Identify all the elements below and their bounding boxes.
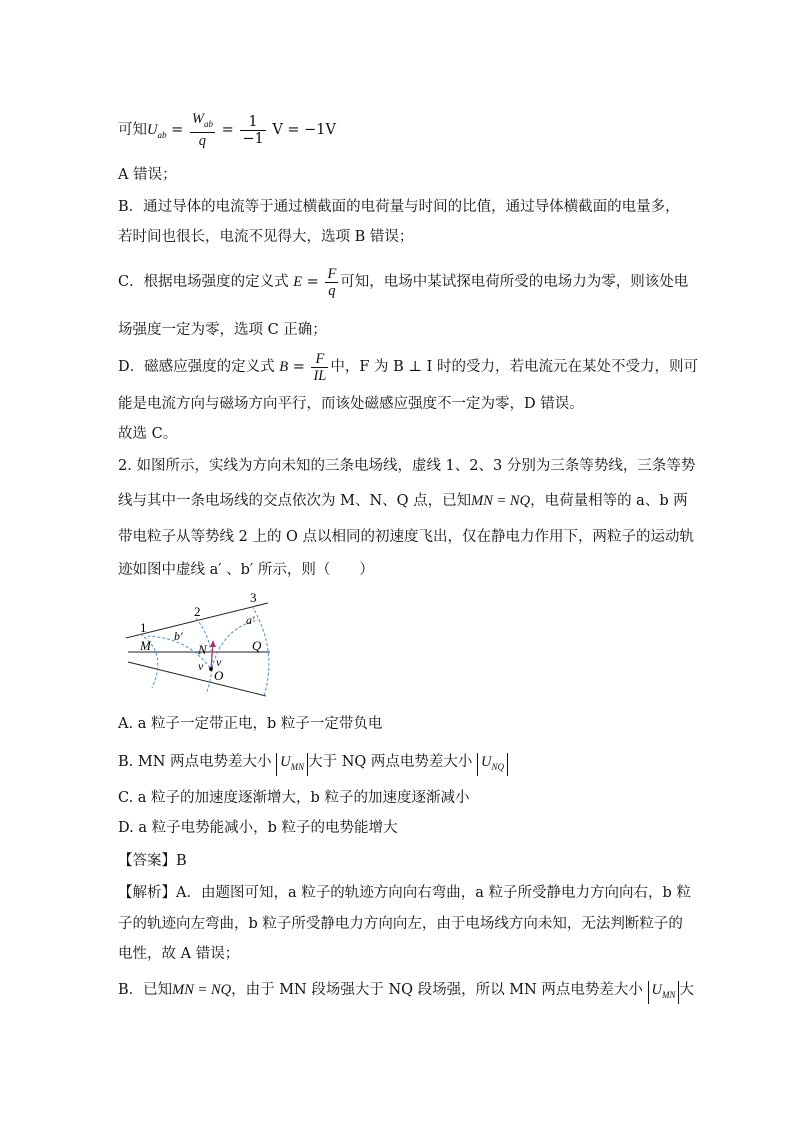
field-line-bottom [128,662,266,696]
analysis-line-3: 电性，故 A 错误； [118,946,240,962]
label-b-prime: b′ [174,629,183,643]
analysis-line4-post: 大 [679,982,694,998]
c-explain-line-2: 场强度一定为零，选项 C 正确； [118,322,327,338]
abs-U-MN [276,753,308,776]
question-line-1: 2. 如图所示，实线为方向未知的三条电场线，虚线 1、2、3 分别为三条等势线，三条等势 [118,458,696,474]
d-line1-pre: D．磁感应强度的定义式 [118,359,275,375]
formula-result: V = −1V [272,122,336,138]
question-line-2 [118,491,688,511]
label-v-left: v [198,659,204,673]
option-b-U2-sub: NQ [491,761,505,772]
answer-line: 【答案】B [118,853,187,869]
analysis-line-1: 【解析】A．由题图可知，a 粒子的轨迹方向向右弯曲，a 粒子所受静电力方向向右，b 粒 [118,885,691,901]
option-c: C. a 粒子的加速度逐渐增大，b 粒子的加速度逐渐减小 [118,790,470,806]
question-line-3: 带电粒子从等势线 2 上的 O 点以相同的初速度飞出，仅在静电力作用下，两粒子的运动轨 [118,529,695,545]
question-line2-post: ，电荷量相等的 a、b 两 [530,493,688,509]
option-b-mid: 大于 NQ 两点电势差大小 [308,754,473,770]
label-3: 3 [250,590,257,605]
label-2: 2 [194,604,201,619]
label-1: 1 [140,620,147,635]
option-b-U1: U [280,754,291,770]
field-lines-figure [118,588,278,700]
field-lines-diagram [118,588,278,700]
c-line1-pre: C．根据电场强度的定义式 [118,274,289,290]
option-a: A. a 粒子一定带正电，b 粒子一定带负电 [118,716,383,732]
c-explain-line-1: C．根据电场强度的定义式 E = $\frac{F}{q}$ 可知，电场中某试探电荷所受的电场力为零，则该处电 [118,265,689,299]
formula-U-sub: ab [157,129,167,140]
formula-minus-one: −1 [242,130,264,147]
c-line1-post: 可知，电场中某试探电荷所受的电场力为零，则该处电 [340,274,689,290]
formula-one: 1 [240,114,265,131]
c-formula-F: F [327,265,337,282]
formula-W-sub: ab [203,118,213,129]
formula-q: q [198,132,207,149]
label-O: O [214,668,224,683]
fraction-F-over-IL [311,351,328,384]
formula-U: U [147,122,158,138]
analysis-eq: MN = NQ [172,982,232,998]
formula-W: W [191,111,204,128]
b-explain-line-2: 若时间也很长，电流不见得大，选项 B 错误； [118,229,414,245]
formula-line [118,110,336,155]
label-M: M [140,638,151,653]
option-b-U1-sub: MN [290,761,305,772]
option-b [118,752,508,776]
analysis-line-2: 子的轨迹向左弯曲，b 粒子所受静电力方向向左，由于电场线方向未知，无法判断粒子的 [118,916,683,932]
question-eq: MN = NQ [471,493,531,509]
abs-U-MN-analysis [648,981,680,1004]
b-explain-line-1: B．通过导体的电流等于通过横截面的电荷量与时间的比值，通过导体横截面的电量多， [118,199,680,215]
fraction-W-over-q [190,111,215,149]
c-formula-E: E [293,274,303,290]
fraction-1-over-minus1 [240,114,265,147]
formula-eq-1: = [171,122,184,138]
analysis-U: U [651,982,662,998]
a-wrong-line: A 错误； [118,167,177,183]
label-Q: Q [252,638,262,653]
formula-prefix: 可知 [118,122,147,138]
d-formula-B: B [279,359,289,375]
analysis-line4-mid: ，由于 MN 段场强大于 NQ 段场强，所以 MN 两点电势差大小 [231,982,643,998]
d-explain-line-2: 能是电流方向与磁场方向平行，而该处磁感应强度不一定为零，D 错误。 [118,396,584,412]
analysis-line-4 [118,980,694,1004]
d-formula-IL: IL [313,367,327,384]
fraction-F-over-q [325,266,338,299]
point-O [209,667,213,671]
label-N: N [198,642,207,657]
option-b-U2: U [481,754,492,770]
d-explain-line-1: D．磁感应强度的定义式 B = $\frac{F}{IL}$ 中，F 为 B ⊥ I 时的受力，若电流元在某处不受力，则可 [118,350,698,384]
formula-eq-2: = [221,122,234,138]
analysis-line4-pre: B．已知 [118,982,173,998]
velocity-arrow-head [210,640,216,647]
option-b-pre: B. MN 两点电势差大小 [118,754,272,770]
d-formula-F: F [311,351,328,368]
analysis-U-sub: MN [661,989,676,1000]
label-a-prime: a′ [246,613,255,627]
abs-U-NQ [477,753,508,776]
c-formula-q: q [328,282,336,299]
conclusion-line: 故选 C。 [118,426,178,442]
option-d: D. a 粒子电势能减小，b 粒子的电势能增大 [118,820,398,836]
question-line2-pre: 线与其中一条电场线的交点依次为 M、N、Q 点，已知 [118,493,472,509]
d-line1-post: 中，F 为 B ⊥ I 时的受力，若电流元在某处不受力，则可 [330,359,698,375]
question-line-4: 迹如图中虚线 a′ 、b′ 所示，则（ ） [118,562,374,578]
label-v-right: v [216,655,222,669]
